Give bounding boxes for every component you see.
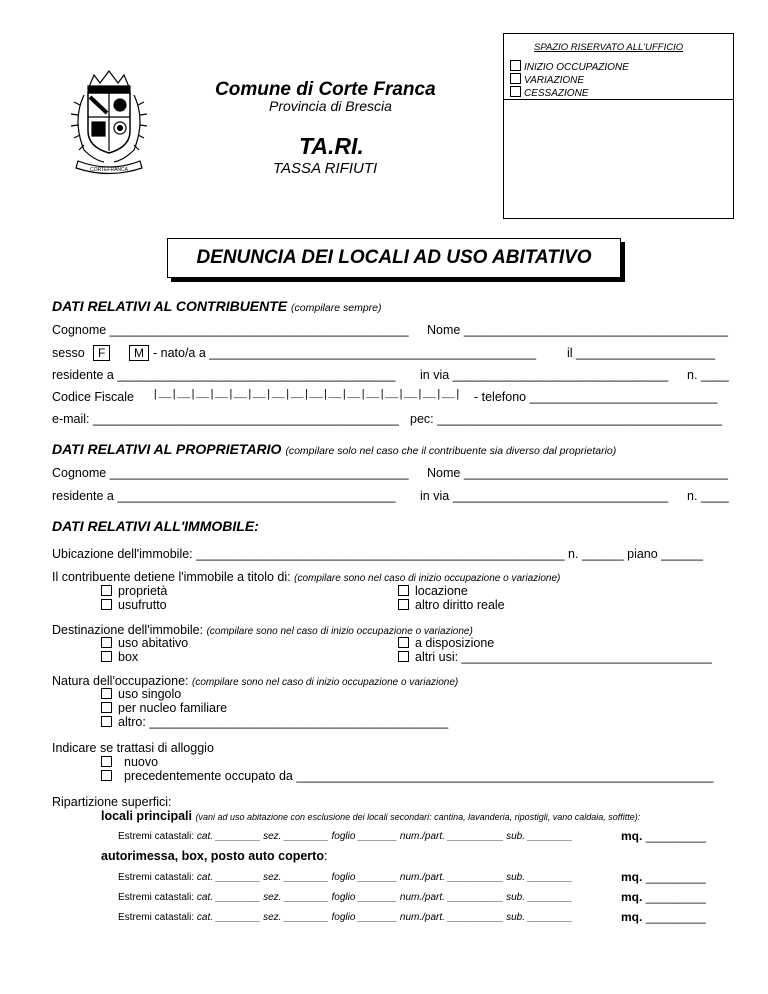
checkbox-icon[interactable] xyxy=(398,651,409,662)
checkbox-icon[interactable] xyxy=(101,688,112,699)
contribuente-residenza-field[interactable]: residente a ________________________________________ xyxy=(52,368,396,382)
checkbox-icon[interactable] xyxy=(101,637,112,648)
email-field[interactable]: e-mail: ____________________________________________ xyxy=(52,412,399,426)
estremi-row-autorimessa-2[interactable]: Estremi catastali: cat. ________ sez. ________ foglio _______ num./part. __________ sub. ________ xyxy=(118,892,573,903)
municipal-crest-icon xyxy=(64,65,154,177)
office-option-cessazione[interactable] xyxy=(510,86,629,99)
alloggio-option-nuovo[interactable]: nuovo xyxy=(101,755,158,769)
checkbox-icon[interactable] xyxy=(101,702,112,713)
titolo-option-usufrutto[interactable]: usufrutto xyxy=(101,598,167,612)
titolo-option-altro-diritto[interactable]: altro diritto reale xyxy=(398,598,505,612)
telefono-field[interactable]: - telefono ___________________________ xyxy=(474,390,718,404)
contribuente-nome-field[interactable]: Nome ______________________________________ xyxy=(427,323,728,337)
autorimessa-label: autorimessa, box, posto auto coperto: xyxy=(101,849,328,863)
checkbox-icon[interactable] xyxy=(101,651,112,662)
checkbox-icon[interactable] xyxy=(101,756,112,767)
proprietario-via-field[interactable]: in via _______________________________ xyxy=(420,489,669,503)
codice-fiscale-boxes[interactable]: |__|__|__|__|__|__|__|__|__|__|__|__|__|__|__|__| xyxy=(152,389,461,401)
checkbox-icon[interactable] xyxy=(101,716,112,727)
document-title: DENUNCIA DEI LOCALI AD USO ABITATIVO xyxy=(167,238,621,278)
nascita-data-field[interactable]: il ____________________ xyxy=(567,346,716,360)
estremi-row-principali[interactable]: Estremi catastali: cat. ________ sez. ________ foglio _______ num./part. __________ sub. ________ xyxy=(118,831,573,842)
destinazione-option-altri-usi[interactable]: altri usi: ____________________________________ xyxy=(398,650,712,664)
nascita-luogo-field[interactable]: - nato/a a _______________________________________________ xyxy=(153,346,537,360)
natura-option-nucleo-familiare[interactable]: per nucleo familiare xyxy=(101,701,227,715)
office-reserved-box xyxy=(503,33,734,219)
proprietario-cognome-field[interactable]: Cognome ___________________________________________ xyxy=(52,466,409,480)
natura-label: Natura dell'occupazione: (compilare sono nel caso di inizio occupazione o variazione) xyxy=(52,674,459,688)
checkbox-icon[interactable] xyxy=(398,599,409,610)
alloggio-option-precedente[interactable]: precedentemente occupato da ____________________________________________________________ xyxy=(101,769,713,783)
checkbox-icon[interactable] xyxy=(398,637,409,648)
tax-acronym: TA.RI. xyxy=(299,133,364,159)
svg-text:CORTEFRANCA: CORTEFRANCA xyxy=(90,167,128,173)
office-option-label: CESSAZIONE xyxy=(524,88,589,99)
office-option-label: VARIAZIONE xyxy=(524,75,585,86)
checkbox-icon[interactable] xyxy=(101,599,112,610)
codice-fiscale-label: Codice Fiscale xyxy=(52,390,134,404)
checkbox-icon[interactable] xyxy=(510,73,521,84)
checkbox-icon[interactable] xyxy=(398,585,409,596)
pec-field[interactable]: pec: _________________________________________ xyxy=(410,412,723,426)
contribuente-civico-field[interactable]: n. ____ xyxy=(687,368,729,382)
estremi-row-autorimessa-1[interactable]: Estremi catastali: cat. ________ sez. ________ foglio _______ num./part. __________ sub. ________ xyxy=(118,872,573,883)
checkbox-icon[interactable] xyxy=(510,60,521,71)
destinazione-option-box[interactable]: box xyxy=(101,650,138,664)
section-note: (compilare solo nel caso che il contribuente sia diverso dal proprietario) xyxy=(285,445,617,457)
proprietario-residenza-field[interactable]: residente a ________________________________________ xyxy=(52,489,396,503)
mq-autorimessa-1[interactable]: mq. _________ xyxy=(621,870,706,884)
office-box-title: SPAZIO RISERVATO ALL'UFFICIO xyxy=(534,42,684,53)
titolo-option-locazione[interactable]: locazione xyxy=(398,584,468,598)
ripartizione-label: Ripartizione superfici: xyxy=(52,795,172,809)
mq-principali[interactable]: mq. _________ xyxy=(621,829,706,843)
section-proprietario-title: DATI RELATIVI AL PROPRIETARIO (compilare solo nel caso che il contribuente sia diverso dal proprietario) xyxy=(52,441,617,457)
destinazione-option-uso-abitativo[interactable]: uso abitativo xyxy=(101,636,188,650)
province-name: Provincia di Brescia xyxy=(269,98,392,114)
proprietario-nome-field[interactable]: Nome ______________________________________ xyxy=(427,466,728,480)
municipality-name: Comune di Corte Franca xyxy=(215,79,436,100)
destinazione-label: Destinazione dell'immobile: (compilare sono nel caso di inizio occupazione o variazione) xyxy=(52,623,473,637)
destinazione-option-a-disposizione[interactable]: a disposizione xyxy=(398,636,494,650)
sesso-m-box[interactable]: M xyxy=(129,345,149,361)
contribuente-via-field[interactable]: in via _______________________________ xyxy=(420,368,669,382)
proprietario-civico-field[interactable]: n. ____ xyxy=(687,489,729,503)
section-immobile-title: DATI RELATIVI ALL'IMMOBILE: xyxy=(52,518,259,534)
natura-option-altro[interactable]: altro: ___________________________________________ xyxy=(101,715,448,729)
checkbox-icon[interactable] xyxy=(101,770,112,781)
titolo-label: Il contribuente detiene l'immobile a titolo di: (compilare sono nel caso di inizio occupazione o variazione) xyxy=(52,570,561,584)
office-option-label: INIZIO OCCUPAZIONE xyxy=(524,62,629,73)
tax-full-name: TASSA RIFIUTI xyxy=(273,160,378,177)
checkbox-icon[interactable] xyxy=(510,86,521,97)
alloggio-label: Indicare se trattasi di alloggio xyxy=(52,741,214,755)
estremi-row-autorimessa-3[interactable]: Estremi catastali: cat. ________ sez. ________ foglio _______ num./part. __________ sub. ________ xyxy=(118,912,573,923)
locali-principali-label: locali principali (vani ad uso abitazione con esclusione dei locali secondari: cantina, lavanderia, ripostigli, vano caldaia, soffitte): xyxy=(101,809,641,823)
titolo-option-proprieta[interactable]: proprietà xyxy=(101,584,167,598)
office-divider xyxy=(504,99,733,100)
ubicazione-field[interactable]: Ubicazione dell'immobile: _____________________________________________________ n. ______ piano ______ xyxy=(52,547,703,561)
mq-autorimessa-3[interactable]: mq. _________ xyxy=(621,910,706,924)
sesso-f-box[interactable]: F xyxy=(93,345,110,361)
natura-option-uso-singolo[interactable]: uso singolo xyxy=(101,687,181,701)
sesso-label: sesso xyxy=(52,346,85,360)
section-note: (compilare sempre) xyxy=(291,302,382,314)
section-contribuente-title: DATI RELATIVI AL CONTRIBUENTE (compilare sempre) xyxy=(52,298,382,314)
office-option-variazione[interactable] xyxy=(510,73,629,86)
mq-autorimessa-2[interactable]: mq. _________ xyxy=(621,890,706,904)
office-option-inizio[interactable] xyxy=(510,60,629,73)
contribuente-cognome-field[interactable]: Cognome ___________________________________________ xyxy=(52,323,409,337)
checkbox-icon[interactable] xyxy=(101,585,112,596)
